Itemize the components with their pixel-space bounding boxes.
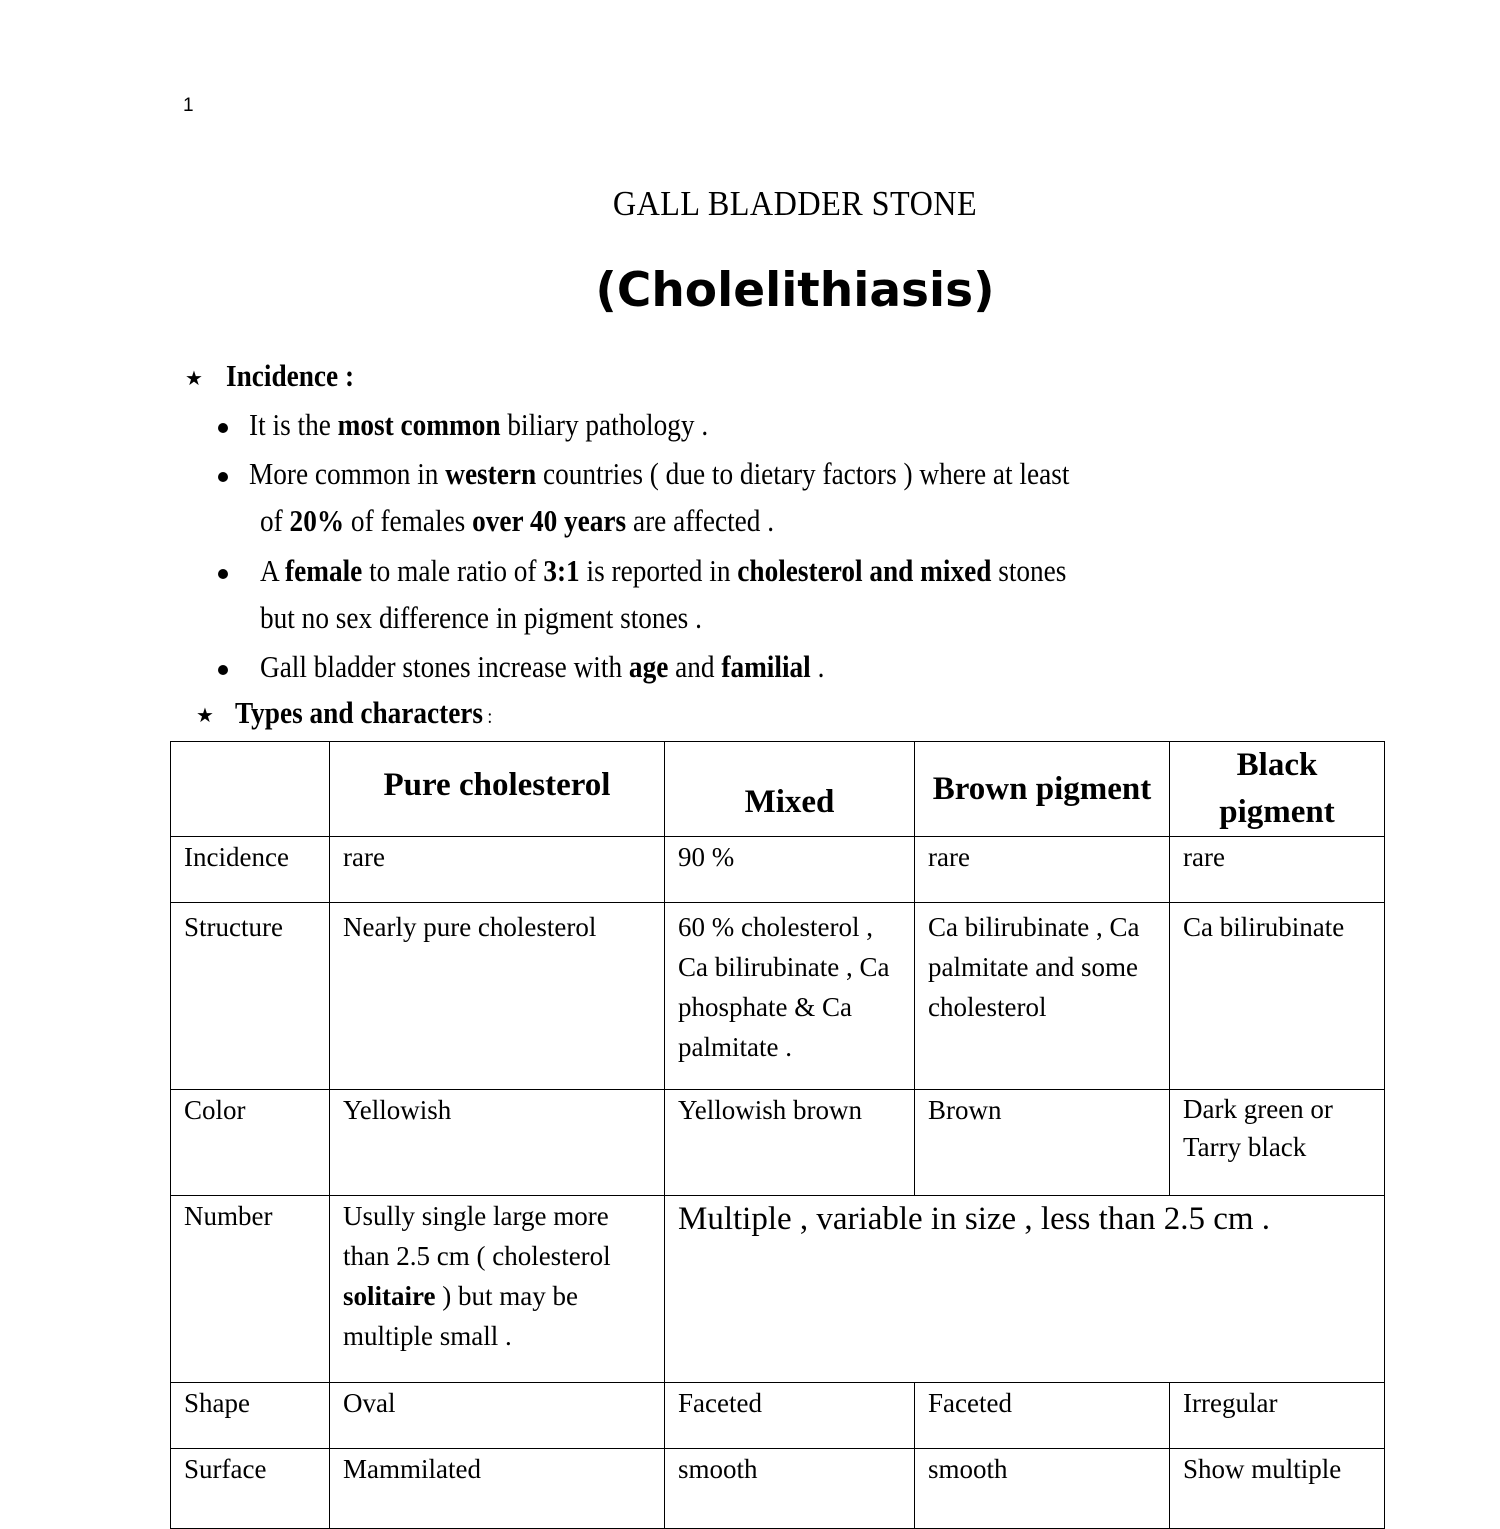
table-row [171,1090,1385,1196]
row-label-surface: Surface [171,1449,330,1529]
row-label-shape: Shape [171,1383,330,1449]
cell-structure-mixed: 60 % cholesterol , Ca bilirubinate , Ca phosphate & Ca palmitate . [665,903,915,1090]
incidence-bullet-3-line-2: but no sex difference in pigment stones . [260,600,702,635]
cell-shape-mixed: Faceted [665,1383,915,1449]
types-heading: Types and characters : [235,695,493,730]
cell-number-pure: Usully single large more than 2.5 cm ( cholesterol solitaire ) but may be multiple small . [330,1196,665,1383]
table-header-row [171,742,1385,837]
cell-shape-pure: Oval [330,1383,665,1449]
row-label-incidence: Incidence [171,837,330,903]
table-row [171,1196,1385,1383]
cell-color-pure: Yellowish [330,1090,665,1196]
stone-types-table [170,741,1385,1529]
document-title: GALL BLADDER STONE [612,184,978,223]
table-row [171,837,1385,903]
incidence-bullet-1: It is the most common biliary pathology . [249,407,709,442]
cell-color-black: Dark green or Tarry black [1170,1090,1385,1196]
cell-surface-black: Show multiple [1170,1449,1385,1529]
star-bullet-icon: ★ [196,703,214,727]
star-bullet-icon: ★ [185,366,203,390]
cell-shape-black: Irregular [1170,1383,1385,1449]
header-pure-cholesterol: Pure cholesterol [330,742,665,837]
cell-incidence-mixed: 90 % [665,837,915,903]
header-brown-pigment: Brown pigment [915,742,1170,837]
bullet-icon [218,472,228,482]
cell-structure-black: Ca bilirubinate [1170,903,1385,1090]
row-label-number: Number [171,1196,330,1383]
cell-structure-pure: Nearly pure cholesterol [330,903,665,1090]
cell-incidence-brown: rare [915,837,1170,903]
cell-shape-brown: Faceted [915,1383,1170,1449]
cell-color-brown: Brown [915,1090,1170,1196]
table-row [171,903,1385,1090]
cell-surface-mixed: smooth [665,1449,915,1529]
bullet-icon [218,665,228,675]
cell-color-mixed: Yellowish brown [665,1090,915,1196]
cell-surface-brown: smooth [915,1449,1170,1529]
bullet-icon [218,423,228,433]
incidence-heading: Incidence : [226,358,355,393]
cell-structure-brown: Ca bilirubinate , Ca palmitate and some cholesterol [915,903,1170,1090]
table-row [171,1449,1385,1529]
page-number: 1 [183,95,194,116]
cell-surface-pure: Mammilated [330,1449,665,1529]
document-subtitle: (Cholelithiasis) [595,263,995,318]
incidence-bullet-3-line-1: A female to male ratio of 3:1 is reported in cholesterol and mixed stones [260,553,1067,588]
table-row [171,1383,1385,1449]
bullet-icon [218,569,228,579]
row-label-structure: Structure [171,903,330,1090]
incidence-bullet-2-line-2: of 20% of females over 40 years are affected . [260,503,775,538]
row-label-color: Color [171,1090,330,1196]
incidence-bullet-2-line-1: More common in western countries ( due to dietary factors ) where at least [249,456,1070,491]
cell-incidence-black: rare [1170,837,1385,903]
header-black-pigment: Black pigment [1170,742,1385,837]
cell-number-others: Multiple , variable in size , less than 2.5 cm . [665,1196,1385,1383]
header-mixed: Mixed [665,742,915,837]
cell-incidence-pure: rare [330,837,665,903]
header-empty [171,742,330,837]
incidence-bullet-4: Gall bladder stones increase with age and familial . [260,649,825,684]
